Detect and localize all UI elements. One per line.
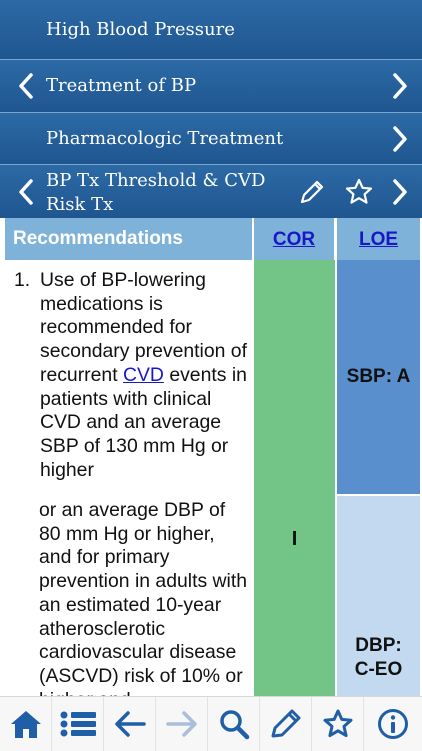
cor-cell [254, 260, 335, 696]
nav-title: High Blood Pressure [46, 19, 235, 40]
loe-value-sbp: SBP: A [346, 366, 411, 387]
cor-value: I [291, 528, 298, 550]
loe-header [337, 218, 420, 260]
chevron-right-icon[interactable] [388, 71, 412, 101]
bottom-toolbar [0, 696, 422, 751]
cor-header [254, 218, 334, 260]
recommendation-paragraph-1 [40, 269, 250, 482]
forward-button[interactable] [156, 697, 208, 751]
cor-link[interactable]: COR [272, 229, 316, 250]
loe-cell-dbp [337, 496, 420, 696]
chevron-right-icon[interactable] [388, 124, 412, 154]
recommendation-text-cell [0, 260, 254, 696]
pencil-icon[interactable] [297, 177, 327, 207]
notes-button[interactable] [260, 697, 312, 751]
star-icon [322, 708, 354, 740]
home-icon [9, 708, 43, 740]
recommendation-text: Use of BP-lowering medications is recommended for secondary prevention of recurrent [40, 269, 247, 386]
recommendations-table [0, 218, 422, 696]
list-icon [60, 711, 96, 737]
recommendation-paragraph-2: or an average DBP of 80 mm Hg or higher, and for primary prevention in adults with an estimated 10-year atherosclerotic cardiovascular disease (ASCVD) risk of 10% or [39, 499, 248, 687]
chevron-left-icon[interactable] [14, 177, 38, 207]
home-button[interactable] [0, 697, 52, 751]
info-icon [377, 708, 409, 740]
nav-title-line1: BP Tx Threshold & CVD [46, 170, 266, 191]
chevron-right-icon[interactable] [388, 177, 412, 207]
search-icon [218, 708, 250, 740]
nav-row-pharmacologic-treatment[interactable] [0, 113, 422, 165]
recommendations-header: Recommendations [5, 218, 252, 260]
nav-title-line2: Risk Tx [46, 194, 114, 215]
search-button[interactable] [208, 697, 260, 751]
cvd-link[interactable]: CVD [122, 363, 164, 386]
forward-arrow-icon [166, 710, 198, 738]
favorite-button[interactable] [312, 697, 364, 751]
back-button[interactable] [104, 697, 156, 751]
nav-title: Treatment of BP [46, 75, 197, 96]
recommendation-text: events in patients with clinical CVD and an average SBP of 130 mm Hg or higher [40, 363, 247, 481]
loe-value-dbp-line1: DBP: [355, 635, 402, 656]
list-button[interactable] [52, 697, 104, 751]
chevron-left-icon[interactable] [14, 71, 38, 101]
nav-title: Pharmacologic Treatment [46, 128, 284, 149]
pencil-icon [269, 708, 303, 740]
loe-cell-sbp [337, 260, 420, 494]
info-button[interactable] [364, 697, 422, 751]
star-icon[interactable] [344, 177, 374, 207]
nav-row-treatment-of-bp[interactable] [0, 60, 422, 113]
nav-title [46, 169, 265, 217]
loe-value-dbp-line2: C-EO [354, 659, 403, 680]
loe-value-dbp [337, 634, 420, 682]
recommendation-number: 1. [14, 269, 31, 291]
nav-row-bp-tx-threshold[interactable] [0, 165, 422, 218]
loe-link[interactable]: LOE [358, 229, 399, 250]
back-arrow-icon [114, 710, 146, 738]
nav-row-high-blood-pressure[interactable] [0, 0, 422, 60]
